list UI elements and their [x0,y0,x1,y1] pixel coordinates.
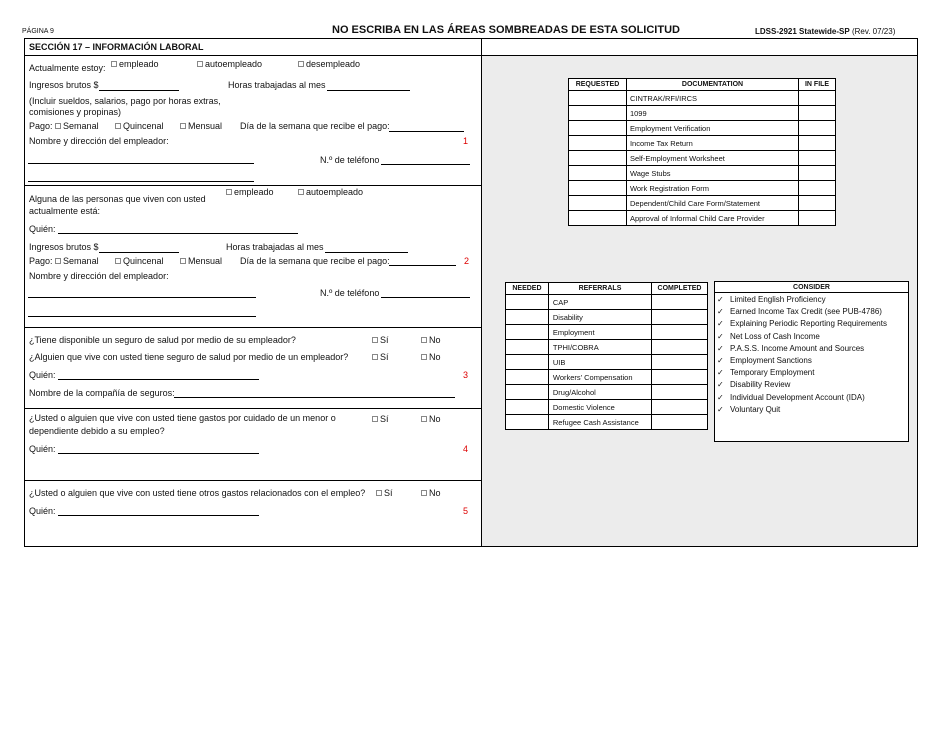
employed-option[interactable]: empleado [111,59,159,69]
q5-yes[interactable]: Sí [376,488,393,498]
phone-field[interactable] [381,164,470,165]
consider-item: ✓ Explaining Periodic Reporting Requirements [717,319,887,329]
question-number: 4 [463,444,469,454]
in-file-cell[interactable] [799,136,836,151]
q3a-yes[interactable]: Sí [372,335,389,345]
q3b-no-checkbox[interactable] [421,354,427,360]
employer-field-1[interactable] [28,163,254,164]
self-employed-option[interactable]: autoempleado [197,59,262,69]
hh-hours-field[interactable] [325,252,408,253]
in-file-cell[interactable] [799,166,836,181]
referral-row [506,310,708,325]
hh-gross-field[interactable] [99,252,179,253]
in-file-cell[interactable] [799,91,836,106]
form-id: LDSS-2921 Statewide-SP (Rev. 07/23) [755,27,896,36]
check-icon: ✓ [717,307,724,317]
q3b-yes[interactable]: Sí [372,352,389,362]
hh-pay-day-label: Día de la semana que recibe el pago: [240,256,390,266]
consider-item: ✓ Earned Income Tax Credit (see PUB-4786) [717,307,882,317]
q3a-no[interactable]: No [421,335,441,345]
col-referrals: REFERRALS [548,283,651,295]
check-icon: ✓ [717,355,724,365]
question-number: 2 [464,256,470,266]
hh-biweekly-option[interactable]: Quincenal [115,256,164,266]
completed-cell[interactable] [652,385,708,400]
q4-no-checkbox[interactable] [421,416,427,422]
pay-day-field[interactable] [389,131,464,132]
q4-yes-checkbox[interactable] [372,416,378,422]
who-label: Quién: [29,224,56,234]
documentation-table [568,78,836,226]
referral-row [506,325,708,340]
household-insurance-question: ¿Alguien que vive con usted tiene seguro de salud por medio de un empleador? [29,352,349,362]
pay-day-label: Día de la semana que recibe el pago: [240,121,390,131]
documentation-item: 1099 [626,106,798,121]
consider-item: ✓ Temporary Employment [717,368,815,378]
completed-cell[interactable] [652,355,708,370]
hh-self-employed-option[interactable]: autoempleado [298,187,363,197]
requested-cell[interactable] [569,151,627,166]
requested-cell[interactable] [569,181,627,196]
status-label: Actualmente estoy: [29,63,106,73]
page-number: PÁGINA 9 [22,28,54,35]
documentation-row [569,136,836,151]
referral-row [506,400,708,415]
col-needed: NEEDED [506,283,549,295]
consider-item: ✓ Net Loss of Cash Income [717,331,820,341]
needed-cell[interactable] [506,370,549,385]
referral-row [506,340,708,355]
check-icon: ✓ [717,392,724,402]
completed-cell[interactable] [652,295,708,310]
q4-no[interactable]: No [421,414,441,424]
needed-cell[interactable] [506,325,549,340]
referral-row [506,415,708,430]
in-file-cell[interactable] [799,106,836,121]
consider-item: ✓ Individual Development Account (IDA) [717,392,865,402]
consider-item: ✓ Voluntary Quit [717,404,781,414]
unemployed-checkbox[interactable] [298,61,304,67]
q3b-no[interactable]: No [421,352,441,362]
needed-cell[interactable] [506,415,549,430]
hh-hours-label: Horas trabajadas al mes [226,242,324,252]
biweekly-checkbox[interactable] [115,123,121,129]
hh-employer-field-1[interactable] [28,297,256,298]
monthly-option[interactable]: Mensual [180,121,222,131]
monthly-checkbox[interactable] [180,123,186,129]
requested-cell[interactable] [569,196,627,211]
in-file-cell[interactable] [799,181,836,196]
requested-cell[interactable] [569,121,627,136]
question-number: 5 [463,506,469,516]
referral-row [506,295,708,310]
needed-cell[interactable] [506,385,549,400]
documentation-item: Wage Stubs [626,166,798,181]
needed-cell[interactable] [506,310,549,325]
documentation-item: Dependent/Child Care Form/Statement [626,196,798,211]
check-icon: ✓ [717,343,724,353]
documentation-item: Employment Verification [626,121,798,136]
phone-label: N.º de teléfono [320,155,380,165]
pay-frequency: Pago: Semanal [29,121,99,131]
completed-cell[interactable] [652,370,708,385]
check-icon: ✓ [717,380,724,390]
q3a-no-checkbox[interactable] [421,337,427,343]
documentation-item: Income Tax Return [626,136,798,151]
referral-item: Employment [548,325,651,340]
q3a-yes-checkbox[interactable] [372,337,378,343]
documentation-row [569,196,836,211]
completed-cell[interactable] [652,340,708,355]
referral-row [506,370,708,385]
completed-cell[interactable] [652,325,708,340]
documentation-row [569,151,836,166]
in-file-cell[interactable] [799,211,836,226]
documentation-item: Approval of Informal Child Care Provider [626,211,798,226]
unemployed-option[interactable]: desempleado [298,59,360,69]
referral-item: Disability [548,310,651,325]
q5-no-checkbox[interactable] [421,490,427,496]
requested-cell[interactable] [569,106,627,121]
requested-cell[interactable] [569,211,627,226]
q4-who-field[interactable] [58,453,259,454]
referral-item: Refugee Cash Assistance [548,415,651,430]
needed-cell[interactable] [506,340,549,355]
hh-biweekly-checkbox[interactable] [115,258,121,264]
documentation-item: Self-Employment Worksheet [626,151,798,166]
hours-field[interactable] [327,90,410,91]
biweekly-option[interactable]: Quincenal [115,121,164,131]
consider-header: CONSIDER [715,282,908,293]
in-file-cell[interactable] [799,196,836,211]
requested-cell[interactable] [569,166,627,181]
weekly-checkbox[interactable] [55,123,61,129]
consider-item: ✓ P.A.S.S. Income Amount and Sources [717,343,865,353]
q5-who-field[interactable] [58,515,259,516]
gross-income-field[interactable] [99,90,179,91]
q3-who-field[interactable] [58,379,259,380]
in-file-cell[interactable] [799,151,836,166]
referral-item: Drug/Alcohol [548,385,651,400]
col-in-file: IN FILE [799,79,836,91]
referral-item: Workers’ Compensation [548,370,651,385]
consider-item: ✓ Limited English Proficiency [717,295,826,304]
hh-employer-label: Nombre y dirección del empleador: [29,271,169,281]
q4-who-label: Quién: [29,444,56,454]
hh-phone-field[interactable] [381,297,470,298]
employer-label: Nombre y dirección del empleador: [29,136,169,146]
hh-pay-frequency: Pago: Semanal [29,256,99,266]
check-icon: ✓ [717,368,724,378]
question-number: 1 [463,136,469,146]
documentation-row [569,181,836,196]
hh-weekly-checkbox[interactable] [55,258,61,264]
completed-cell[interactable] [652,310,708,325]
health-insurance-question: ¿Tiene disponible un seguro de salud por medio de su empleador? [29,335,296,345]
q5-yes-checkbox[interactable] [376,490,382,496]
insurer-field[interactable] [174,397,455,398]
completed-cell[interactable] [652,400,708,415]
hh-phone-label: N.º de teléfono [320,288,380,298]
referral-item: CAP [548,295,651,310]
documentation-row [569,91,836,106]
q5-who-label: Quién: [29,506,56,516]
col-requested: REQUESTED [569,79,627,91]
documentation-row [569,106,836,121]
hh-employed-checkbox[interactable] [226,189,232,195]
question-number: 3 [463,370,469,380]
documentation-row [569,211,836,226]
documentation-item: Work Registration Form [626,181,798,196]
hours-label: Horas trabajadas al mes [228,80,326,90]
consider-item: ✓ Disability Review [717,380,791,390]
referral-row [506,385,708,400]
completed-cell[interactable] [652,415,708,430]
in-file-cell[interactable] [799,121,836,136]
check-icon: ✓ [717,319,724,329]
needed-cell[interactable] [506,355,549,370]
hh-employer-field-2[interactable] [28,316,256,317]
needed-cell[interactable] [506,400,549,415]
q3-who-label: Quién: [29,370,56,380]
section-title: SECCIÓN 17 – INFORMACIÓN LABORAL [29,42,204,52]
referrals-table [505,282,708,430]
q5-no[interactable]: No [421,488,441,498]
self-employed-checkbox[interactable] [197,61,203,67]
referral-item: TPHI/COBRA [548,340,651,355]
check-icon: ✓ [717,404,724,414]
include-note: (Incluir sueldos, salarios, pago por horas extras, comisiones y propinas) [29,96,221,117]
consider-box [714,281,909,442]
insurer-label: Nombre de la compañía de seguros: [29,388,175,398]
gross-income-label: Ingresos brutos $ [29,80,99,90]
col-documentation: DOCUMENTATION [626,79,798,91]
hh-employed-option[interactable]: empleado [226,187,274,197]
referral-item: UIB [548,355,651,370]
requested-cell[interactable] [569,136,627,151]
check-icon: ✓ [717,295,724,304]
check-icon: ✓ [717,331,724,341]
page-title: NO ESCRIBA EN LAS ÁREAS SOMBREADAS DE ESTA SOLICITUD [332,24,680,36]
hh-monthly-option[interactable]: Mensual [180,256,222,266]
documentation-row [569,121,836,136]
employed-checkbox[interactable] [111,61,117,67]
who-field[interactable] [58,233,298,234]
hh-pay-day-field[interactable] [389,265,456,266]
household-question: Alguna de las personas que viven con usted actualmente está: [29,194,206,216]
requested-cell[interactable] [569,91,627,106]
hh-monthly-checkbox[interactable] [180,258,186,264]
referral-item: Domestic Violence [548,400,651,415]
documentation-item: CINTRAK/RFI/IRCS [626,91,798,106]
employer-field-2[interactable] [28,181,254,182]
childcare-question: ¿Usted o alguien que vive con usted tiene gastos por cuidado de un menor o dependiente debido a su empleo? [29,413,336,436]
q4-yes[interactable]: Sí [372,414,389,424]
referral-row [506,355,708,370]
hh-gross-label: Ingresos brutos $ [29,242,99,252]
expenses-question: ¿Usted o alguien que vive con usted tiene otros gastos relacionados con el empleo? [29,488,366,498]
documentation-row [569,166,836,181]
q3b-yes-checkbox[interactable] [372,354,378,360]
consider-item: ✓ Employment Sanctions [717,355,812,365]
col-completed: COMPLETED [652,283,708,295]
needed-cell[interactable] [506,295,549,310]
hh-self-employed-checkbox[interactable] [298,189,304,195]
